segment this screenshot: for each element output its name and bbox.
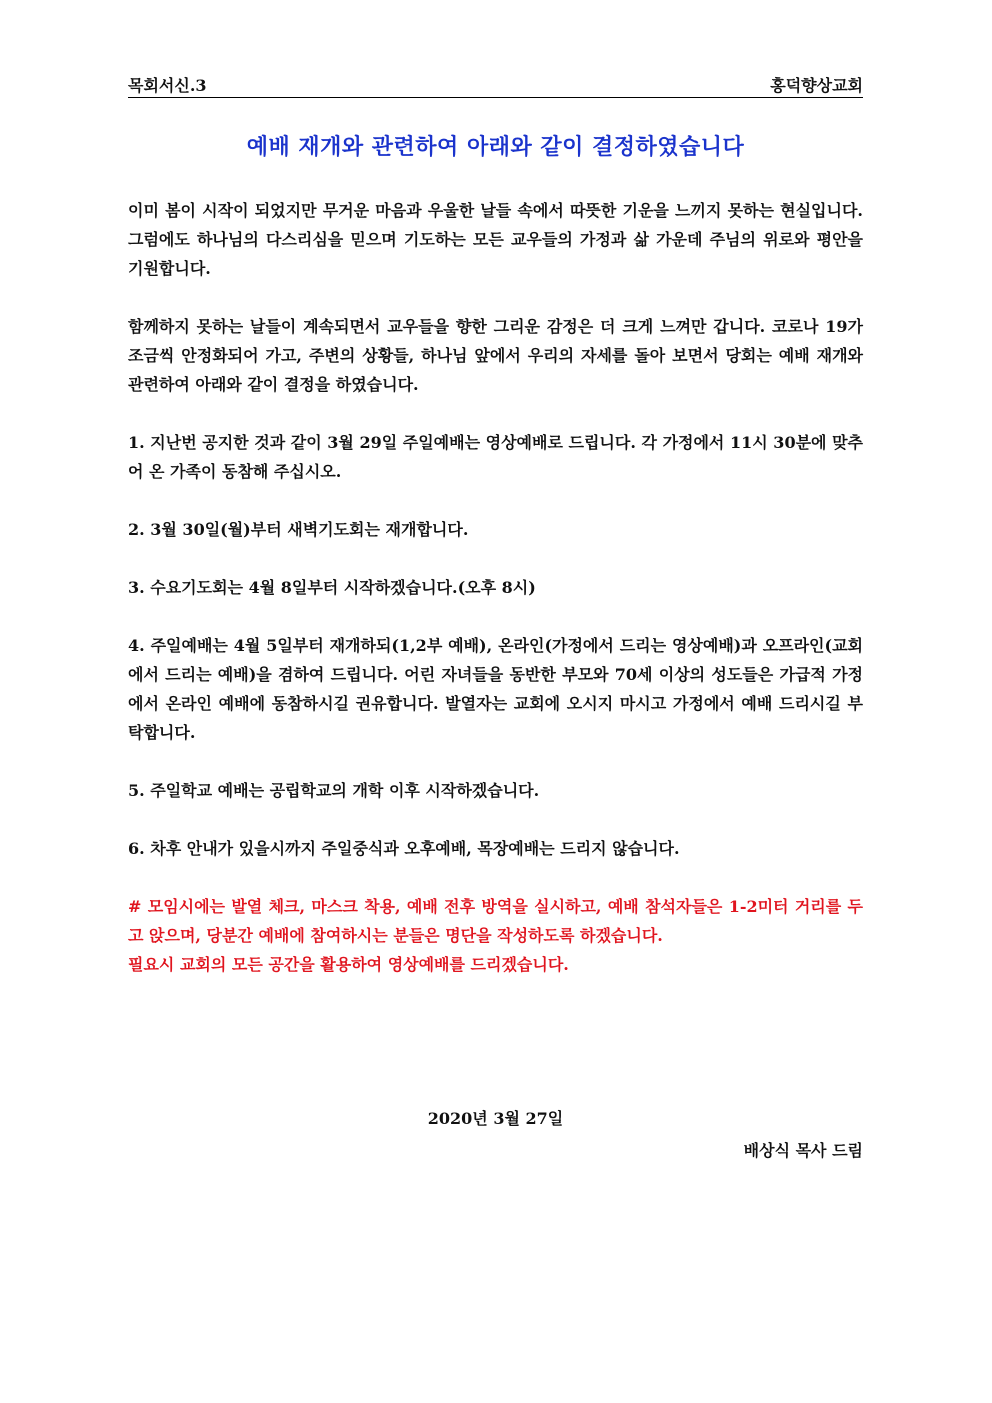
letter-date: 2020년 3월 27일 <box>427 1109 564 1128</box>
decision-item-1: 1. 지난번 공지한 것과 같이 3월 29일 주일예배는 영상예배로 드립니다. 각 가정에서 11시 30분에 맞추어 온 가족이 동참해 주십시오. <box>128 433 863 481</box>
letter-body <box>128 196 863 979</box>
intro-paragraph: 이미 봄이 시작이 되었지만 무거운 마음과 우울한 날들 속에서 따뜻한 기운을 느끼지 못하는 현실입니다. 그럼에도 하나님의 다스리심을 믿으며 기도하는 모든 교우들의 가정과 삶 가운데 주님의 위로와 평안을 기원합니다. <box>128 201 863 278</box>
decision-item-3: 3. 수요기도회는 4월 8일부터 시작하겠습니다.(오후 8시) <box>128 578 536 597</box>
space-usage-notice: 필요시 교회의 모든 공간을 활용하여 영상예배를 드리겠습니다. <box>128 955 569 974</box>
church-name: 홍덕향상교회 <box>770 76 863 95</box>
page-header <box>128 74 863 98</box>
decision-item-6: 6. 차후 안내가 있을시까지 주일중식과 오후예배, 목장예배는 드리지 않습니다. <box>128 839 680 858</box>
safety-notice: # 모임시에는 발열 체크, 마스크 착용, 예배 전후 방역을 실시하고, 예배 참석자들은 1-2미터 거리를 두고 앉으며, 당분간 예배에 참여하시는 분들은 명단을 작성하도록 하겠습니다. <box>128 897 863 945</box>
letter-number: 목회서신.3 <box>128 76 207 95</box>
decision-item-4: 4. 주일예배는 4월 5일부터 재개하되(1,2부 예배), 온라인(가정에서 드리는 영상예배)과 오프라인(교회에서 드리는 예배)을 겸하여 드립니다. 어린 자녀들을 동반한 부모와 70세 이상의 성도들은 가급적 가정에서 온라인 예배에 동참하시길 권유합니다. 발열자는 교회에 오시지 마시고 가정에서 예배 드리시길 부탁합니다. <box>128 636 863 742</box>
letter-title: 예배 재개와 관련하여 아래와 같이 결정하였습니다 <box>246 134 745 160</box>
context-paragraph: 함께하지 못하는 날들이 계속되면서 교우들을 향한 그리운 감정은 더 크게 느껴만 갑니다. 코로나 19가 조금씩 안정화되어 가고, 주변의 상황들, 하나님 앞에서 우리의 자세를 돌아 보면서 당회는 예배 재개와 관련하여 아래와 같이 결정을 하였습니다. <box>128 317 863 394</box>
decision-item-2: 2. 3월 30일(월)부터 새벽기도회는 재개합니다. <box>128 520 469 539</box>
decision-item-5: 5. 주일학교 예배는 공립학교의 개학 이후 시작하겠습니다. <box>128 781 540 800</box>
letter-signature: 배상식 목사 드림 <box>743 1141 863 1160</box>
